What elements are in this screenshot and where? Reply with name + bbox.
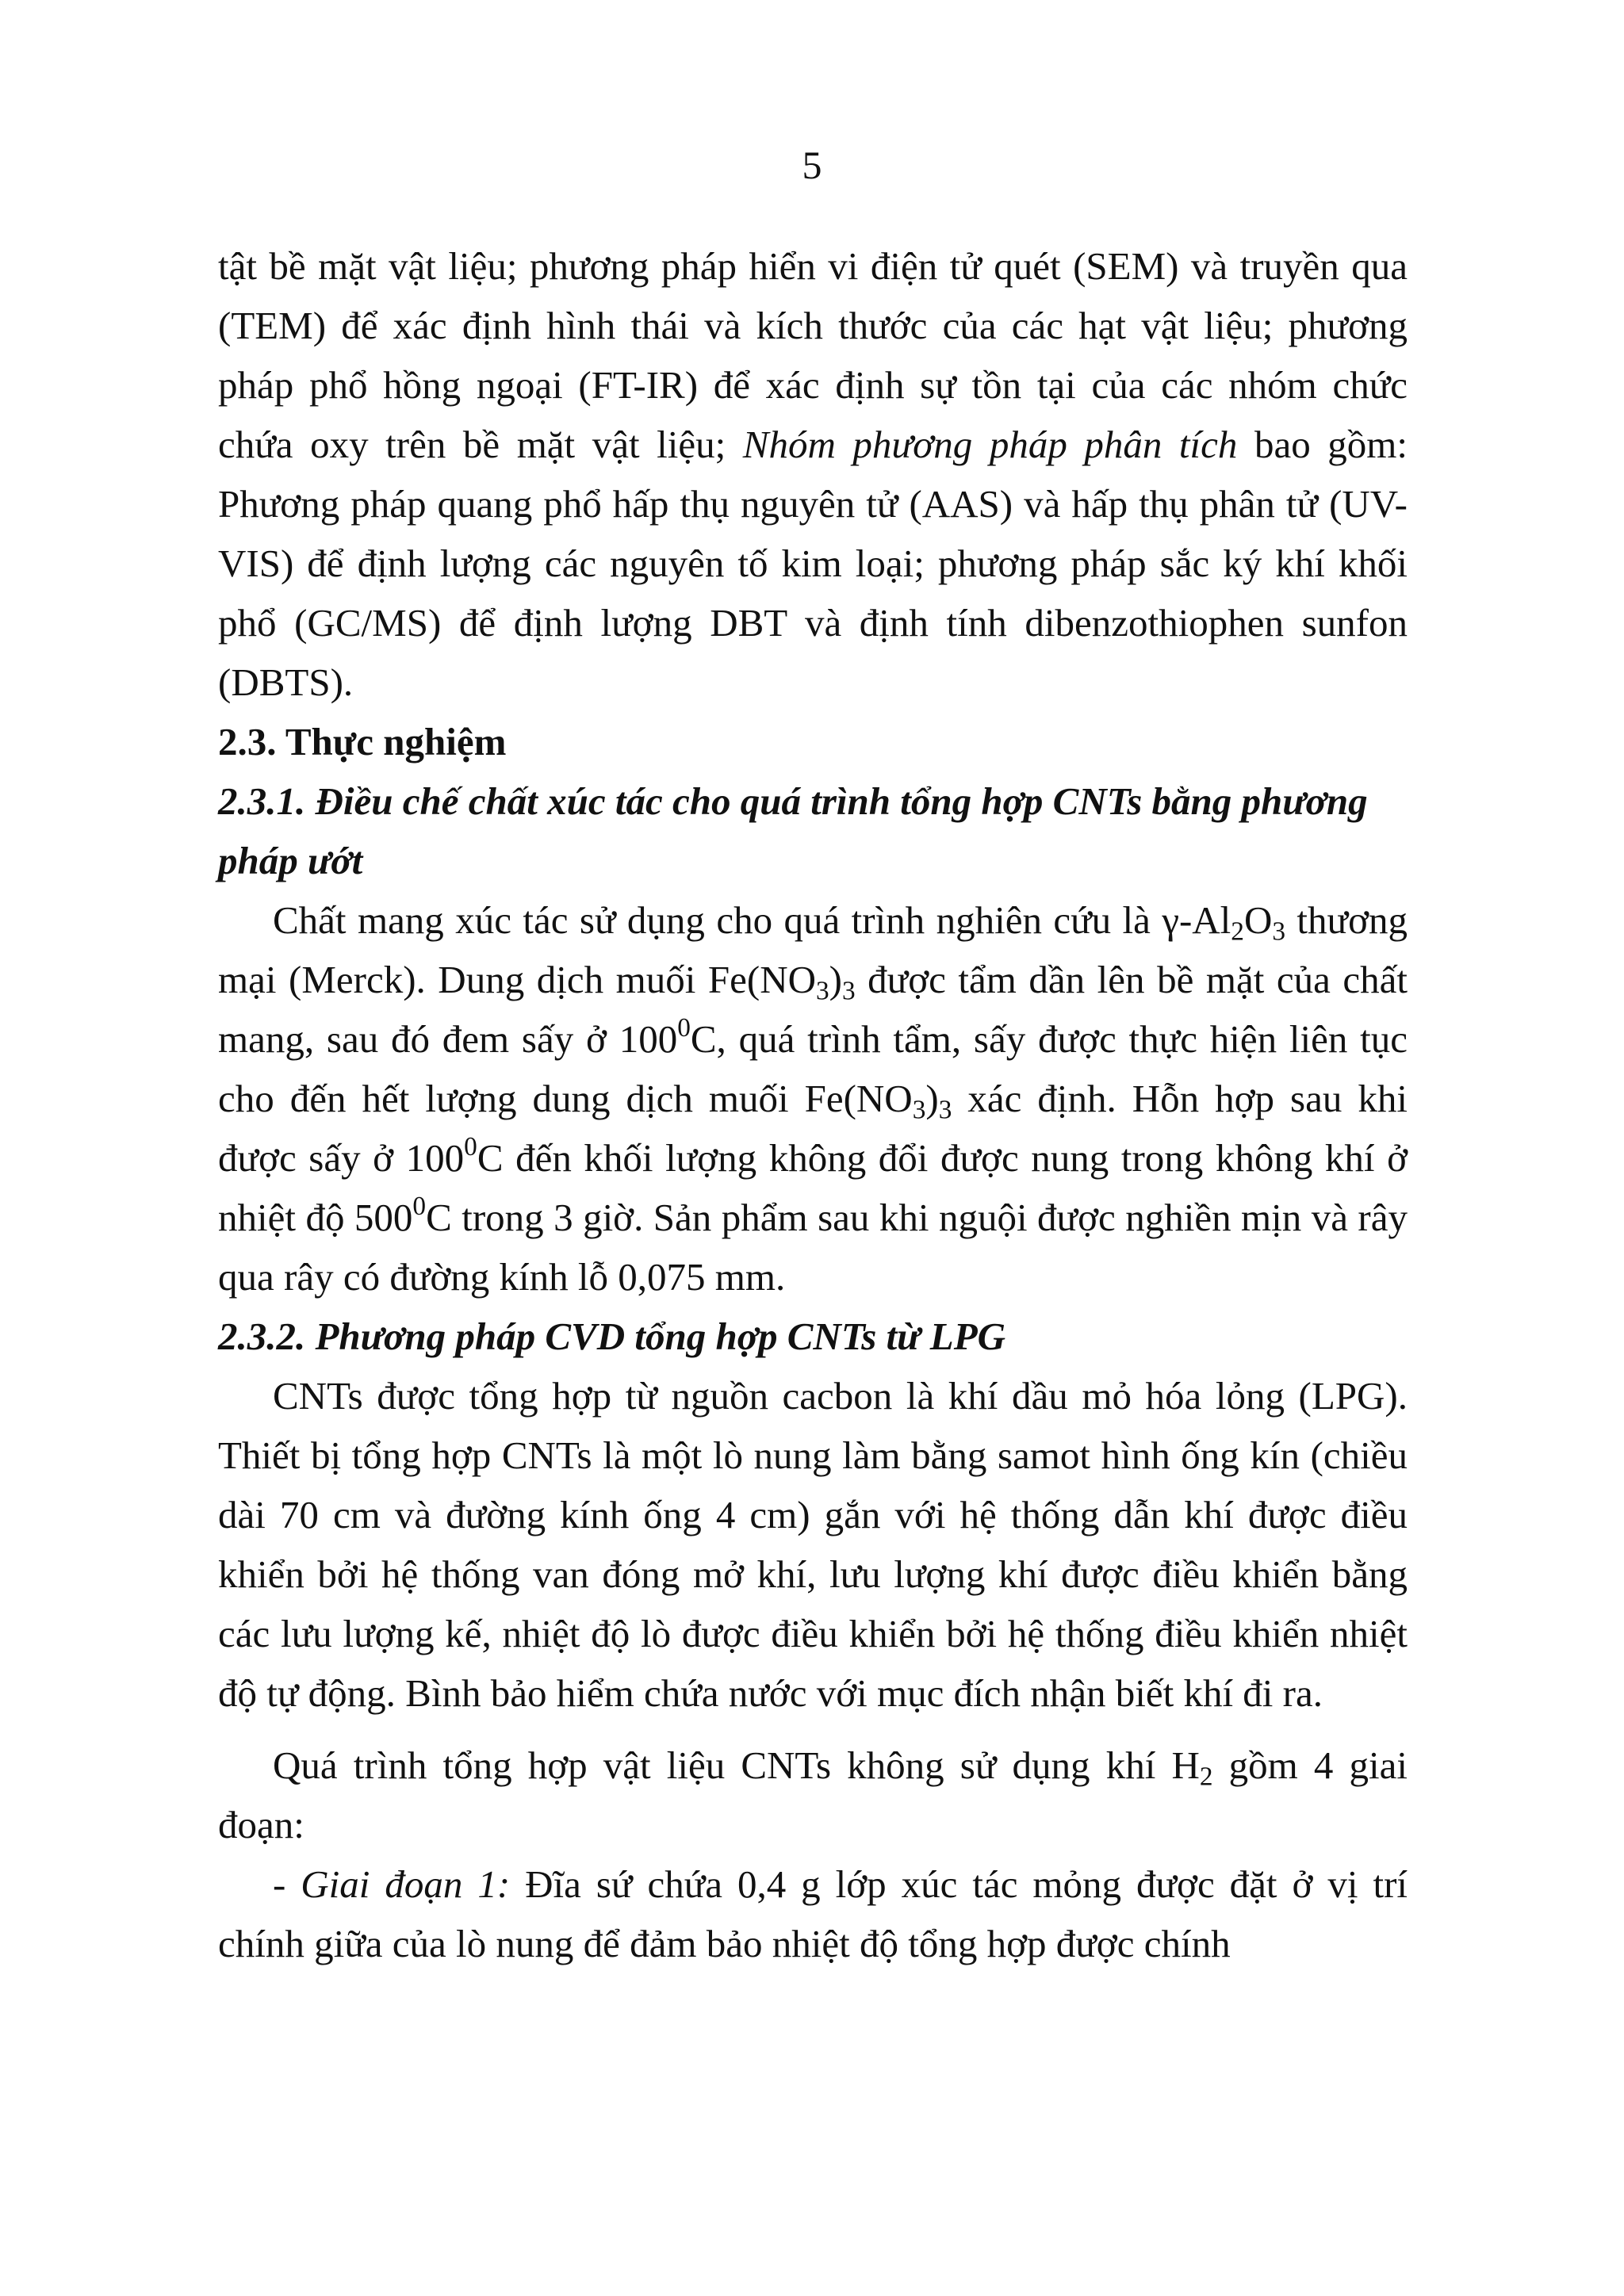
subscript: 3	[815, 976, 829, 1006]
subsection-heading-2-3-2: 2.3.2. Phương pháp CVD tổng hợp CNTs từ LPG	[218, 1314, 1006, 1358]
subsection-heading-2-3-1: 2.3.1. Điều chế chất xúc tác cho quá trình tổng hợp CNTs bằng phương pháp ướt	[218, 779, 1368, 882]
text-fragment: C trong 3 giờ. Sản phẩm sau khi nguội được nghiền mịn và rây qua rây có đường kính lỗ 0,075 mm.	[218, 1196, 1408, 1299]
list-dash: -	[273, 1862, 301, 1906]
text-fragment: Quá trình tổng hợp vật liệu CNTs không sử dụng khí H	[273, 1743, 1200, 1787]
text-fragment: O	[1243, 898, 1273, 942]
subscript: 3	[938, 1095, 952, 1125]
text-fragment: C, quá trình tẩm, sấy được thực hiện liên tục cho đến hết lượng dung dịch muối Fe(NO	[218, 1017, 1408, 1120]
methods-text-1: tật bề mặt vật liệu; phương pháp hiển vi điện tử quét (SEM) và truyền qua (TEM) để xác định hình thái và kích thước của các hạt vật liệu; phương pháp phổ hồng ngoại (FT-IR) để xác định sự tồn tại của các nhóm chức chứa oxy trên bề mặt vật liệu;	[218, 244, 1408, 466]
text-fragment: thương mại (Merck). Dung dịch muối Fe(NO	[218, 898, 1408, 1001]
paragraph-synthesis-stages	[218, 1735, 1408, 1854]
text-fragment: Chất mang xúc tác sử dụng cho quá trình nghiên cứu là γ-Al	[273, 898, 1231, 942]
subscript: 2	[1199, 1762, 1213, 1792]
document-body	[218, 236, 1408, 1973]
analysis-group-label: Nhóm phương pháp phân tích	[742, 423, 1238, 466]
superscript: 0	[412, 1192, 427, 1222]
subscript: 2	[1231, 916, 1244, 947]
page-number: 5	[802, 143, 822, 187]
paragraph-stage-1	[218, 1854, 1408, 1973]
subscript: 3	[912, 1095, 926, 1125]
superscript: 0	[464, 1132, 477, 1162]
methods-text-2: bao gồm: Phương pháp quang phổ hấp thụ nguyên tử (AAS) và hấp thụ phân tử (UV-VIS) để định lượng các nguyên tố kim loại; phương pháp sắc ký khí khối phổ (GC/MS) để định lượng DBT và định tính dibenzothiophen sunfon (DBTS).	[218, 423, 1408, 704]
stage-1-label: Giai đoạn 1:	[301, 1862, 511, 1906]
subscript: 3	[841, 976, 856, 1006]
text-fragment: xác định. Hỗn hợp sau khi được sấy ở 100	[218, 1077, 1408, 1180]
section-heading-2-3: 2.3. Thực nghiệm	[218, 720, 507, 763]
stage-1-text: Đĩa sứ chứa 0,4 g lớp xúc tác mỏng được đặt ở vị trí chính giữa của lò nung để đảm bảo nhiệt độ tổng hợp được chính	[218, 1862, 1408, 1965]
paragraph-methods-continued	[218, 236, 1408, 712]
superscript: 0	[677, 1013, 691, 1043]
text-fragment: )	[829, 958, 842, 1001]
paragraph-catalyst-preparation	[218, 890, 1408, 1307]
paragraph-cvd-equipment: CNTs được tổng hợp từ nguồn cacbon là khí dầu mỏ hóa lỏng (LPG). Thiết bị tổng hợp CNTs là một lò nung làm bằng samot hình ống kín (chiều dài 70 cm và đường kính ống 4 cm) gắn với hệ thống dẫn khí được điều khiển bởi hệ thống van đóng mở khí, lưu lượng khí được điều khiển bằng các lưu lượng kế, nhiệt độ lò được điều khiển bởi hệ thống điều khiển nhiệt độ tự động. Bình bảo hiểm chứa nước với mục đích nhận biết khí đi ra.	[218, 1374, 1408, 1715]
text-fragment: C đến khối lượng không đổi được nung trong không khí ở nhiệt độ 500	[218, 1136, 1408, 1239]
text-fragment: được tẩm dần lên bề mặt của chất mang, sau đó đem sấy ở 100	[218, 958, 1408, 1061]
subscript: 3	[1272, 916, 1285, 947]
text-fragment: )	[925, 1077, 939, 1120]
text-fragment: gồm 4 giai đoạn:	[218, 1743, 1408, 1846]
